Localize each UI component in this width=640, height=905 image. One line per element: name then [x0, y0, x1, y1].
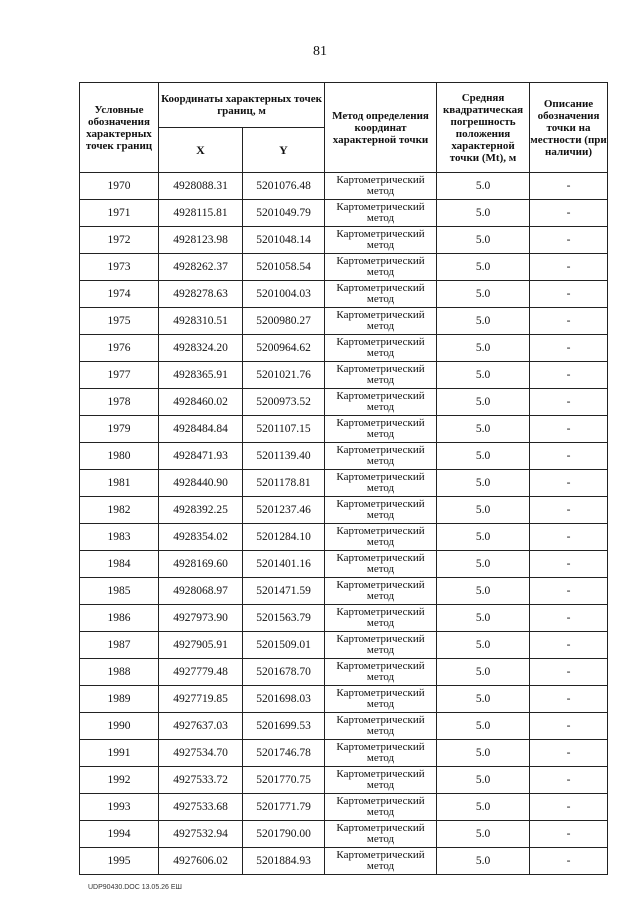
cell-x: 4927973.90 — [159, 605, 243, 632]
table-row — [80, 740, 608, 767]
header-description: Описание обозначения точки на местности (при наличии) — [530, 83, 608, 173]
table-row — [80, 416, 608, 443]
cell-point: 1992 — [80, 767, 159, 794]
cell-x: 4928440.90 — [159, 470, 243, 497]
cell-x: 4928365.91 — [159, 362, 243, 389]
cell-method: Картометрический метод — [325, 173, 437, 200]
cell-x: 4927779.48 — [159, 659, 243, 686]
boundary-points-table — [79, 82, 608, 875]
cell-description: - — [530, 173, 608, 200]
cell-method: Картометрический метод — [325, 605, 437, 632]
cell-description: - — [530, 335, 608, 362]
cell-description: - — [530, 416, 608, 443]
cell-description: - — [530, 686, 608, 713]
table-row — [80, 173, 608, 200]
cell-y: 5200964.62 — [243, 335, 325, 362]
cell-description: - — [530, 389, 608, 416]
table-body — [80, 173, 608, 875]
cell-description: - — [530, 443, 608, 470]
cell-method: Картометрический метод — [325, 713, 437, 740]
cell-point: 1986 — [80, 605, 159, 632]
table-row — [80, 308, 608, 335]
cell-accuracy: 5.0 — [437, 848, 530, 875]
table-row — [80, 281, 608, 308]
table-row — [80, 254, 608, 281]
cell-method: Картометрический метод — [325, 281, 437, 308]
table-row — [80, 794, 608, 821]
cell-method: Картометрический метод — [325, 389, 437, 416]
cell-x: 4927637.03 — [159, 713, 243, 740]
cell-description: - — [530, 659, 608, 686]
cell-accuracy: 5.0 — [437, 200, 530, 227]
cell-x: 4928484.84 — [159, 416, 243, 443]
cell-point: 1973 — [80, 254, 159, 281]
cell-y: 5201771.79 — [243, 794, 325, 821]
cell-y: 5201471.59 — [243, 578, 325, 605]
cell-point: 1982 — [80, 497, 159, 524]
cell-accuracy: 5.0 — [437, 335, 530, 362]
cell-x: 4928392.25 — [159, 497, 243, 524]
cell-description: - — [530, 254, 608, 281]
cell-description: - — [530, 767, 608, 794]
cell-x: 4927532.94 — [159, 821, 243, 848]
cell-y: 5201678.70 — [243, 659, 325, 686]
cell-method: Картометрический метод — [325, 443, 437, 470]
cell-x: 4927905.91 — [159, 632, 243, 659]
cell-x: 4928169.60 — [159, 551, 243, 578]
cell-method: Картометрический метод — [325, 254, 437, 281]
cell-y: 5200980.27 — [243, 308, 325, 335]
cell-point: 1974 — [80, 281, 159, 308]
cell-accuracy: 5.0 — [437, 713, 530, 740]
cell-description: - — [530, 281, 608, 308]
table-row — [80, 362, 608, 389]
cell-accuracy: 5.0 — [437, 767, 530, 794]
cell-method: Картометрический метод — [325, 551, 437, 578]
cell-method: Картометрический метод — [325, 632, 437, 659]
cell-point: 1984 — [80, 551, 159, 578]
cell-method: Картометрический метод — [325, 227, 437, 254]
cell-point: 1980 — [80, 443, 159, 470]
cell-accuracy: 5.0 — [437, 281, 530, 308]
cell-point: 1993 — [80, 794, 159, 821]
cell-x: 4927719.85 — [159, 686, 243, 713]
cell-accuracy: 5.0 — [437, 254, 530, 281]
cell-description: - — [530, 551, 608, 578]
cell-method: Картометрический метод — [325, 659, 437, 686]
cell-accuracy: 5.0 — [437, 686, 530, 713]
header-coordinates: Координаты характерных точек границ, м — [159, 83, 325, 128]
cell-x: 4928354.02 — [159, 524, 243, 551]
cell-accuracy: 5.0 — [437, 551, 530, 578]
cell-point: 1987 — [80, 632, 159, 659]
cell-method: Картометрический метод — [325, 848, 437, 875]
cell-y: 5201004.03 — [243, 281, 325, 308]
cell-method: Картометрический метод — [325, 335, 437, 362]
table-row — [80, 200, 608, 227]
cell-accuracy: 5.0 — [437, 578, 530, 605]
cell-method: Картометрический метод — [325, 767, 437, 794]
cell-y: 5201509.01 — [243, 632, 325, 659]
cell-method: Картометрический метод — [325, 416, 437, 443]
cell-y: 5201563.79 — [243, 605, 325, 632]
cell-x: 4928460.02 — [159, 389, 243, 416]
cell-point: 1983 — [80, 524, 159, 551]
header-accuracy: Средняя квадратическая погрешность положения характерной точки (Mt), м — [437, 83, 530, 173]
cell-point: 1979 — [80, 416, 159, 443]
cell-method: Картометрический метод — [325, 524, 437, 551]
cell-point: 1991 — [80, 740, 159, 767]
cell-y: 5201049.79 — [243, 200, 325, 227]
table-row — [80, 524, 608, 551]
cell-description: - — [530, 605, 608, 632]
cell-description: - — [530, 362, 608, 389]
cell-x: 4928471.93 — [159, 443, 243, 470]
cell-point: 1989 — [80, 686, 159, 713]
cell-point: 1977 — [80, 362, 159, 389]
table-row — [80, 389, 608, 416]
cell-description: - — [530, 578, 608, 605]
cell-x: 4928278.63 — [159, 281, 243, 308]
cell-point: 1990 — [80, 713, 159, 740]
cell-method: Картометрический метод — [325, 686, 437, 713]
document-footer: UDP90430.DOC 13.05.26 ЕШ — [88, 884, 182, 891]
cell-accuracy: 5.0 — [437, 470, 530, 497]
cell-x: 4928262.37 — [159, 254, 243, 281]
table-row — [80, 497, 608, 524]
cell-method: Картометрический метод — [325, 200, 437, 227]
table-row — [80, 578, 608, 605]
cell-accuracy: 5.0 — [437, 632, 530, 659]
cell-x: 4928123.98 — [159, 227, 243, 254]
cell-y: 5201058.54 — [243, 254, 325, 281]
cell-method: Картометрический метод — [325, 821, 437, 848]
cell-y: 5201284.10 — [243, 524, 325, 551]
cell-point: 1978 — [80, 389, 159, 416]
cell-method: Картометрический метод — [325, 308, 437, 335]
cell-description: - — [530, 200, 608, 227]
cell-method: Картометрический метод — [325, 740, 437, 767]
cell-method: Картометрический метод — [325, 362, 437, 389]
cell-point: 1995 — [80, 848, 159, 875]
table-row — [80, 821, 608, 848]
cell-point: 1975 — [80, 308, 159, 335]
cell-description: - — [530, 821, 608, 848]
cell-accuracy: 5.0 — [437, 524, 530, 551]
cell-point: 1970 — [80, 173, 159, 200]
cell-point: 1972 — [80, 227, 159, 254]
header-point: Условные обозначения характерных точек границ — [80, 83, 159, 173]
table-row — [80, 713, 608, 740]
cell-y: 5201698.03 — [243, 686, 325, 713]
cell-y: 5201107.15 — [243, 416, 325, 443]
cell-point: 1994 — [80, 821, 159, 848]
cell-y: 5201178.81 — [243, 470, 325, 497]
cell-point: 1988 — [80, 659, 159, 686]
cell-description: - — [530, 497, 608, 524]
header-x: X — [159, 128, 243, 173]
table-row — [80, 848, 608, 875]
cell-method: Картометрический метод — [325, 470, 437, 497]
cell-y: 5201884.93 — [243, 848, 325, 875]
table-row — [80, 227, 608, 254]
cell-description: - — [530, 632, 608, 659]
cell-y: 5201770.75 — [243, 767, 325, 794]
cell-accuracy: 5.0 — [437, 308, 530, 335]
cell-y: 5201048.14 — [243, 227, 325, 254]
cell-x: 4927606.02 — [159, 848, 243, 875]
table-row — [80, 443, 608, 470]
page-number: 81 — [313, 44, 327, 59]
cell-y: 5201790.00 — [243, 821, 325, 848]
table-row — [80, 335, 608, 362]
cell-accuracy: 5.0 — [437, 821, 530, 848]
table-row — [80, 767, 608, 794]
cell-accuracy: 5.0 — [437, 443, 530, 470]
cell-accuracy: 5.0 — [437, 605, 530, 632]
cell-accuracy: 5.0 — [437, 227, 530, 254]
header-y: Y — [243, 128, 325, 173]
cell-x: 4928088.31 — [159, 173, 243, 200]
table-row — [80, 686, 608, 713]
cell-y: 5201746.78 — [243, 740, 325, 767]
cell-accuracy: 5.0 — [437, 389, 530, 416]
cell-point: 1971 — [80, 200, 159, 227]
cell-accuracy: 5.0 — [437, 740, 530, 767]
table-row — [80, 551, 608, 578]
cell-description: - — [530, 848, 608, 875]
cell-x: 4928068.97 — [159, 578, 243, 605]
cell-x: 4927533.68 — [159, 794, 243, 821]
table-row — [80, 605, 608, 632]
cell-description: - — [530, 713, 608, 740]
cell-x: 4927533.72 — [159, 767, 243, 794]
cell-description: - — [530, 524, 608, 551]
cell-y: 5200973.52 — [243, 389, 325, 416]
cell-y: 5201401.16 — [243, 551, 325, 578]
cell-x: 4927534.70 — [159, 740, 243, 767]
header-method: Метод определения координат характерной точки — [325, 83, 437, 173]
cell-accuracy: 5.0 — [437, 497, 530, 524]
cell-point: 1976 — [80, 335, 159, 362]
cell-method: Картометрический метод — [325, 578, 437, 605]
cell-y: 5201699.53 — [243, 713, 325, 740]
cell-accuracy: 5.0 — [437, 794, 530, 821]
cell-accuracy: 5.0 — [437, 416, 530, 443]
table-row — [80, 470, 608, 497]
cell-description: - — [530, 227, 608, 254]
cell-y: 5201139.40 — [243, 443, 325, 470]
cell-y: 5201021.76 — [243, 362, 325, 389]
cell-accuracy: 5.0 — [437, 173, 530, 200]
cell-point: 1985 — [80, 578, 159, 605]
cell-description: - — [530, 740, 608, 767]
cell-x: 4928324.20 — [159, 335, 243, 362]
cell-point: 1981 — [80, 470, 159, 497]
cell-description: - — [530, 470, 608, 497]
cell-method: Картометрический метод — [325, 497, 437, 524]
cell-x: 4928115.81 — [159, 200, 243, 227]
table-row — [80, 632, 608, 659]
cell-description: - — [530, 308, 608, 335]
cell-accuracy: 5.0 — [437, 659, 530, 686]
table-header — [80, 83, 608, 173]
cell-y: 5201237.46 — [243, 497, 325, 524]
cell-description: - — [530, 794, 608, 821]
cell-x: 4928310.51 — [159, 308, 243, 335]
cell-accuracy: 5.0 — [437, 362, 530, 389]
table-row — [80, 659, 608, 686]
cell-y: 5201076.48 — [243, 173, 325, 200]
cell-method: Картометрический метод — [325, 794, 437, 821]
